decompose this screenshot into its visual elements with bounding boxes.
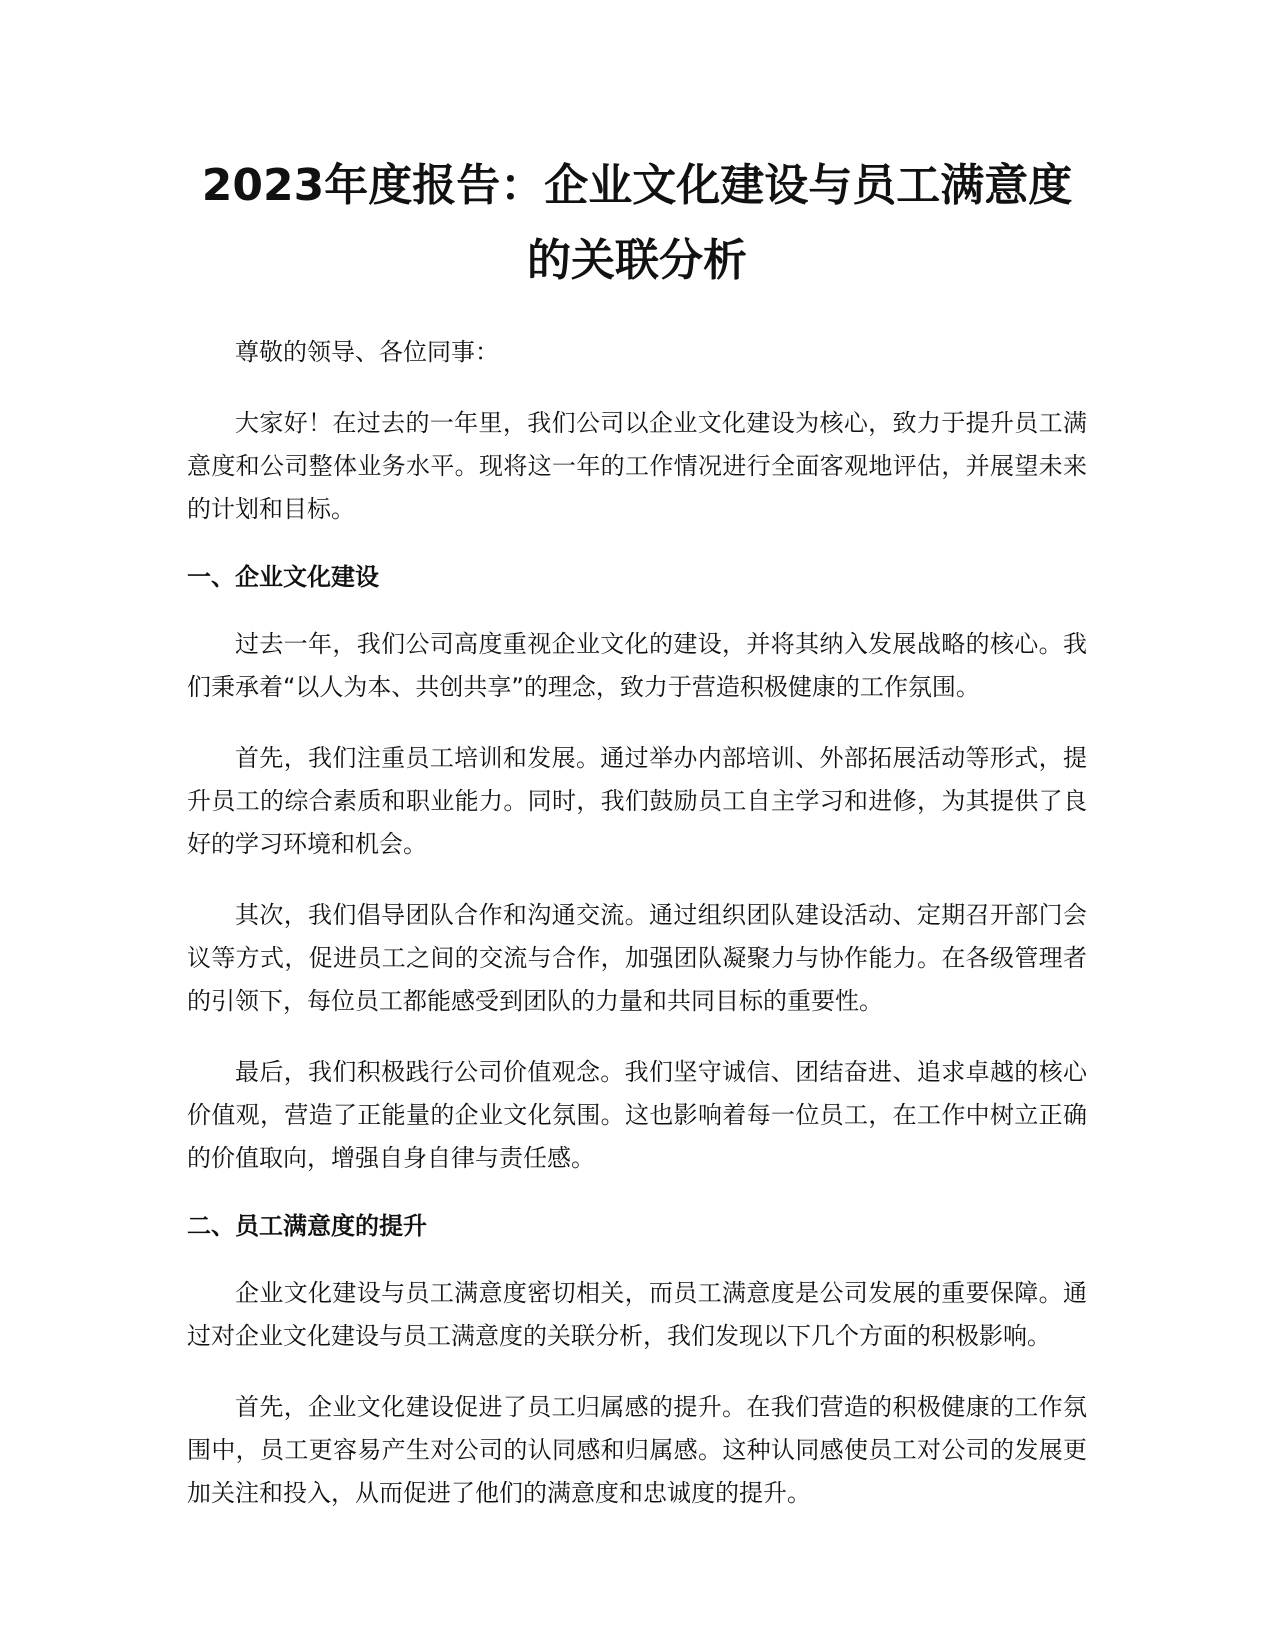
section-1-paragraph-4: 最后，我们积极践行公司价值观念。我们坚守诚信、团结奋进、追求卓越的核心价值观，营造了正能量的企业文化氛围。这也影响着每一位员工，在工作中树立正确的价值取向，增强自身自律与责任感。: [187, 1058, 1087, 1172]
section-1-paragraph-2: 首先，我们注重员工培训和发展。通过举办内部培训、外部拓展活动等形式，提升员工的综合素质和职业能力。同时，我们鼓励员工自主学习和进修，为其提供了良好的学习环境和机会。: [187, 744, 1087, 858]
document-content: [187, 148, 1087, 1515]
document-title-line-2: 的关联分析: [527, 235, 747, 286]
section-heading-1: 一、企业文化建设: [187, 563, 379, 591]
section-2-paragraph-1: 企业文化建设与员工满意度密切相关，而员工满意度是公司发展的重要保障。通过对企业文化建设与员工满意度的关联分析，我们发现以下几个方面的积极影响。: [187, 1279, 1087, 1350]
section-2-paragraph-2: 首先，企业文化建设促进了员工归属感的提升。在我们营造的积极健康的工作氛围中，员工更容易产生对公司的认同感和归属感。这种认同感使员工对公司的发展更加关注和投入，从而促进了他们的满意度和忠诚度的提升。: [187, 1393, 1087, 1507]
intro-paragraph: 大家好！在过去的一年里，我们公司以企业文化建设为核心，致力于提升员工满意度和公司整体业务水平。现将这一年的工作情况进行全面客观地评估，并展望未来的计划和目标。: [187, 409, 1087, 523]
salutation: 尊敬的领导、各位同事：: [235, 338, 499, 366]
section-1-paragraph-1: 过去一年，我们公司高度重视企业文化的建设，并将其纳入发展战略的核心。我们秉承着“以人为本、共创共享”的理念，致力于营造积极健康的工作氛围。: [187, 630, 1087, 701]
section-1-paragraph-3: 其次，我们倡导团队合作和沟通交流。通过组织团队建设活动、定期召开部门会议等方式，促进员工之间的交流与合作，加强团队凝聚力与协作能力。在各级管理者的引领下，每位员工都能感受到团队的力量和共同目标的重要性。: [187, 901, 1087, 1015]
document-title: [187, 148, 1087, 298]
document-title-line-1: 2023年度报告：企业文化建设与员工满意度: [201, 160, 1073, 211]
section-heading-2: 二、员工满意度的提升: [187, 1212, 427, 1240]
